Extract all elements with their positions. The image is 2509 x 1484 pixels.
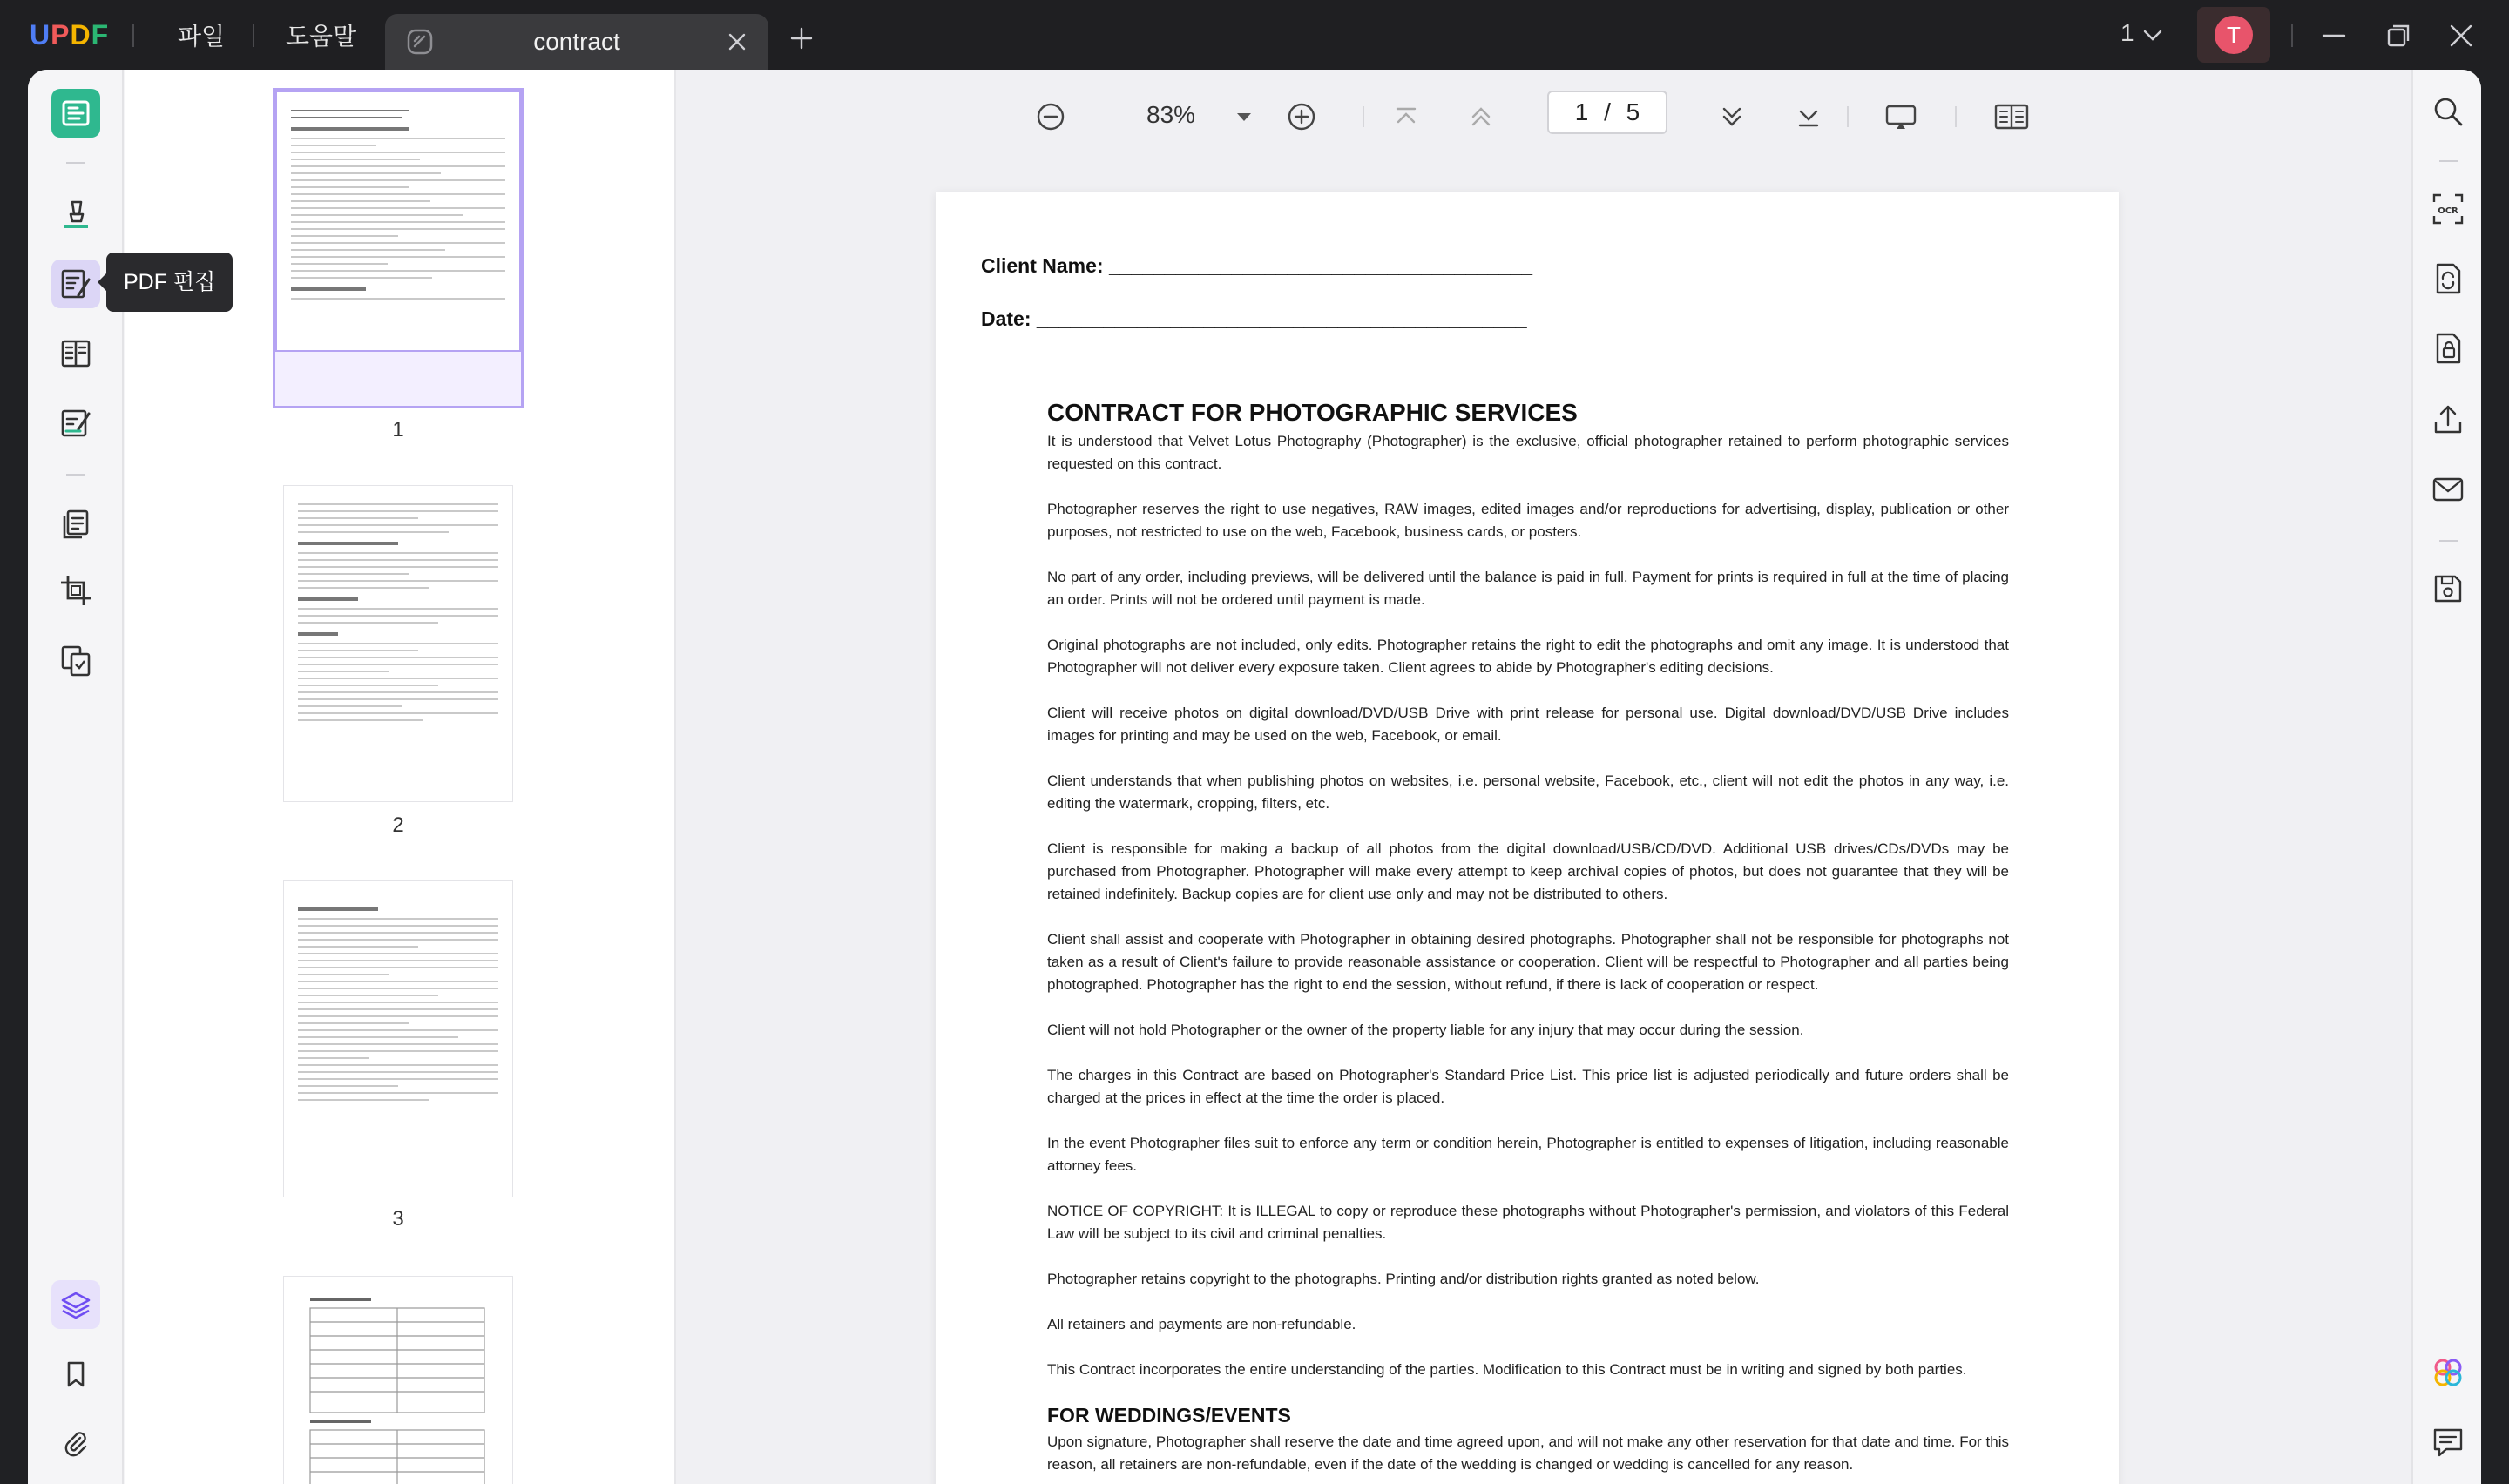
contract-body xyxy=(1047,399,2009,1484)
client-name-field: Client Name: ______________________________________ xyxy=(981,254,1533,277)
chevron-down-icon[interactable] xyxy=(2141,24,2164,47)
paragraph: In the event Photographer files suit to enforce any term or condition herein, Photographer is entitled to expenses of litigation, including reasonable attorney fees. xyxy=(1047,1135,2009,1174)
avatar: T xyxy=(2215,16,2253,54)
thumbnail-label: 1 xyxy=(392,418,404,442)
minimize-icon[interactable] xyxy=(2321,23,2347,49)
section-heading: FOR WEDDINGS/EVENTS xyxy=(1047,1404,1291,1427)
restore-icon[interactable] xyxy=(2385,23,2411,49)
search-icon[interactable] xyxy=(2431,94,2465,129)
tab-title: contract xyxy=(533,28,620,55)
zoom-dropdown-icon[interactable] xyxy=(1234,106,1254,127)
thumbnail-label: 2 xyxy=(392,813,404,837)
pdf-edit-icon xyxy=(59,267,92,300)
paragraph: Photographer reserves the right to use negatives, RAW images, edited images and/or reproductions for advertising, display, publication or other purposes, not restricted to use on the web, Facebook, business cards, or posters. xyxy=(1047,501,2009,540)
reader-icon xyxy=(60,98,91,129)
paragraph: Client will receive photos on digital download/DVD/USB Drive with print release for personal use. Digital download/DVD/USB Drive includes images for printing and may be used on the web, Facebook, or email. xyxy=(1047,705,2009,744)
current-page: 1 xyxy=(1574,98,1589,125)
left-toolbar xyxy=(28,70,216,1484)
email-icon[interactable] xyxy=(2431,472,2465,507)
contract-title: CONTRACT FOR PHOTOGRAPHIC SERVICES xyxy=(1047,399,1578,426)
page-thumbnail-1[interactable] xyxy=(275,91,521,406)
paragraph: NOTICE OF COPYRIGHT: It is ILLEGAL to copy or reproduce these photographs without Photographer's permission, and violators of this Federal Law will be subject to its civil and criminal penalties. xyxy=(1047,1203,2009,1242)
last-page-icon[interactable] xyxy=(1793,101,1824,132)
crop-button[interactable] xyxy=(51,566,100,615)
sign-button[interactable] xyxy=(51,399,100,448)
attachment-icon xyxy=(61,1429,91,1459)
thumbnail-image xyxy=(284,486,512,801)
paragraph: All retainers and payments are non-refundable. xyxy=(1047,1316,1356,1332)
paragraph: Client is responsible for making a backup of all photos from the digital download/USB/CD/DVD. Additional USB drives/CDs/DVDs may be purchased from Photographer. Photographer will make every attempt to keep archival copies of photos, but does not guarantee that they will be retained indefinitely. Backup copies are for client use only and may not be distributed to others. xyxy=(1047,840,2009,902)
user-account[interactable] xyxy=(2197,7,2270,63)
right-toolbar xyxy=(2411,70,2481,1484)
convert-button[interactable] xyxy=(51,636,100,685)
title-divider xyxy=(253,24,254,47)
share-icon[interactable] xyxy=(2431,402,2465,437)
form-button[interactable] xyxy=(51,329,100,378)
svg-text:OCR: OCR xyxy=(2438,206,2458,216)
save-icon[interactable] xyxy=(2431,571,2465,606)
title-divider xyxy=(2291,24,2293,47)
toolbar-divider xyxy=(1847,106,1849,127)
page-number-input[interactable] xyxy=(1547,91,1667,134)
close-tab-icon[interactable] xyxy=(727,31,747,52)
previous-page-icon[interactable] xyxy=(1465,101,1497,132)
toolbar-divider xyxy=(1363,106,1364,127)
paragraph: No part of any order, including previews, will be delivered until the balance is paid in full. Payment for prints is required in full at the time of placing an order. Prints will not be ordered until payment is made. xyxy=(1047,569,2009,608)
document-tab[interactable] xyxy=(385,14,768,70)
tooltip: PDF 편집 xyxy=(106,253,233,312)
page-thumbnail-3[interactable] xyxy=(284,881,512,1197)
page-thumbnail-4[interactable] xyxy=(284,1277,512,1484)
title-divider xyxy=(132,24,134,47)
crop-icon xyxy=(59,574,92,607)
thumbnail-image xyxy=(275,91,521,352)
toolbar-divider xyxy=(1955,106,1957,127)
reader-button[interactable] xyxy=(51,89,100,138)
pdf-page[interactable] xyxy=(936,192,2119,1484)
zoom-out-icon[interactable] xyxy=(1035,101,1066,132)
app-window xyxy=(28,70,2481,1484)
first-page-icon[interactable] xyxy=(1390,101,1422,132)
sign-icon xyxy=(59,407,92,440)
organize-pages-icon xyxy=(59,508,92,541)
paragraph: Photographer retains copyright to the photographs. Printing and/or distribution rights granted as noted below. xyxy=(1047,1271,1760,1287)
bookmark-icon xyxy=(61,1359,91,1389)
layers-icon xyxy=(59,1288,92,1321)
close-window-icon[interactable] xyxy=(2448,23,2474,49)
comment-button[interactable] xyxy=(51,190,100,239)
comments-icon[interactable] xyxy=(2431,1425,2465,1460)
layers-button[interactable] xyxy=(51,1280,100,1329)
protect-icon[interactable] xyxy=(2431,331,2465,366)
bookmark-button[interactable] xyxy=(51,1350,100,1399)
paragraph: Client understands that when publishing photos on websites, i.e. personal website, Facebook, etc., client will not edit the photos in any way, i.e. editing the watermark, cropping, filters, etc. xyxy=(1047,772,2009,812)
rail-divider xyxy=(66,162,85,164)
highlighter-icon xyxy=(58,197,93,232)
form-icon xyxy=(59,337,92,370)
window-count[interactable]: 1 xyxy=(2120,19,2134,46)
convert-icon xyxy=(59,644,92,677)
paragraph: The charges in this Contract are based on Photographer's Standard Price List. This price list is adjusted periodically and future orders shall be charged at the prices in effect at the time the order is placed. xyxy=(1047,1067,2009,1106)
paragraph: Upon signature, Photographer shall reserve the date and time agreed upon, and will not make any other reservation for that date and time. For this reason, all retainers are non-refundable, even if the date of the wedding is changed or wedding is cancelled for any reason. xyxy=(1047,1433,2009,1473)
thumbnail-image xyxy=(284,881,512,1197)
new-tab-icon[interactable] xyxy=(789,26,814,51)
thumbnail-label: 3 xyxy=(392,1207,404,1231)
rail-divider xyxy=(2439,160,2458,162)
page-layout-icon[interactable] xyxy=(1993,101,2030,132)
zoom-in-icon[interactable] xyxy=(1286,101,1317,132)
thumbnail-image xyxy=(284,1277,512,1484)
page-thumbnail-2[interactable] xyxy=(284,486,512,801)
ai-assistant-icon[interactable] xyxy=(2431,1355,2465,1390)
date-field: Date: ____________________________________________ xyxy=(981,307,1527,330)
title-bar xyxy=(0,0,2509,70)
paragraph: Client shall assist and cooperate with Photographer in obtaining desired photographs. Photographer shall not be responsible for photographs not taken as a result of Client's failure to provide reasonable assistance or cooperation. Client will be respectful to Photographer and all parties being photographed. Photographer has the right to end the session, without refund, if there is lack of cooperation or respect. xyxy=(1047,931,2009,993)
updf-logo: UPDF xyxy=(30,19,110,51)
page-separator: / xyxy=(1604,98,1611,125)
organize-pages-button[interactable] xyxy=(51,500,100,549)
viewer-toolbar xyxy=(676,70,2411,160)
rail-divider xyxy=(2439,540,2458,542)
paragraph: Original photographs are not included, only edits. Photographer retains the right to edit the photographs and omit any image. It is understood that Photographer will not deliver every exposure taken. Client agrees to abide by Photographer's editing decisions. xyxy=(1047,637,2009,676)
menu-file[interactable]: 파일 xyxy=(178,23,226,50)
total-pages: 5 xyxy=(1626,98,1640,125)
ocr-icon[interactable] xyxy=(2431,192,2465,226)
zoom-level[interactable]: 83% xyxy=(1146,101,1196,128)
rail-divider xyxy=(66,474,85,476)
menu-help[interactable]: 도움말 xyxy=(286,23,357,50)
paragraph: It is understood that Velvet Lotus Photography (Photographer) is the exclusive, official photographer retained to perform photographic services requested on this contract. xyxy=(1047,433,2009,472)
paragraph: This Contract incorporates the entire understanding of the parties. Modification to this Contract must be in writing and signed by both parties. xyxy=(1047,1361,1967,1378)
attachment-button[interactable] xyxy=(51,1420,100,1468)
paragraph: Client will not hold Photographer or the owner of the property liable for any injury that may occur during the session. xyxy=(1047,1022,1804,1038)
next-page-icon[interactable] xyxy=(1716,101,1748,132)
presentation-icon[interactable] xyxy=(1883,101,1918,132)
document-viewer xyxy=(676,70,2411,1484)
pdf-edit-button[interactable] xyxy=(51,260,100,308)
convert-pdf-icon[interactable] xyxy=(2431,261,2465,296)
